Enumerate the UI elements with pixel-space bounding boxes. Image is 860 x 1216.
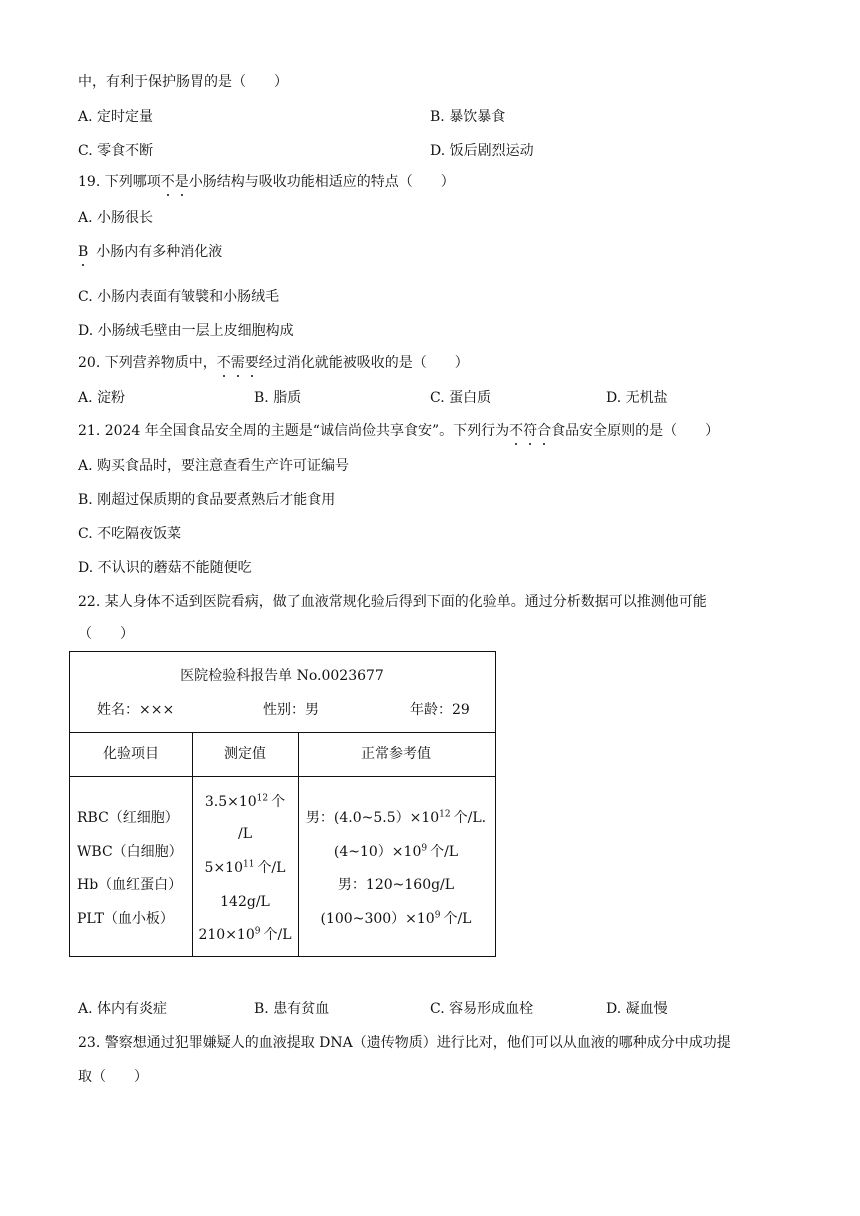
option-label: D. (78, 560, 98, 576)
option-text: 小肠内表面有皱襞和小肠绒毛 (97, 289, 280, 305)
header-reference: 正常参考值 (361, 746, 431, 762)
option-text: 体内有炎症 (97, 1001, 168, 1017)
stem-post: 食品安全原则的是（ ） (551, 423, 720, 439)
option-text: 无机盐 (625, 390, 668, 406)
q22-option-b (254, 999, 329, 1019)
q21-option-d (78, 558, 252, 578)
option-label: C. (430, 390, 450, 406)
option-label: A. (78, 1001, 98, 1017)
stem-post: 小肠结构与吸收功能相适应的特点（ ） (188, 174, 455, 190)
option-text: 患有贫血 (273, 1001, 330, 1017)
option-label: B. (254, 390, 274, 406)
option-label: A. (78, 458, 98, 474)
reference-base: (100~300）×10 (320, 911, 435, 927)
option-label: D. (606, 1001, 626, 1017)
emphasis-char: 合 (537, 423, 552, 439)
q18-option-d (430, 141, 534, 161)
emphasis-char: 不 (509, 423, 524, 439)
value-unit: 个/L (263, 927, 292, 943)
option-label: A. (78, 109, 98, 125)
q20-stem (78, 353, 469, 373)
option-text: 小肠内有多种消化液 (96, 244, 223, 260)
option-text: 零食不断 (97, 143, 154, 159)
q18-stem-tail: 中，有利于保护肠胃的是（ ） (78, 74, 288, 90)
q21-option-b (78, 490, 335, 510)
q19-stem (78, 172, 455, 192)
reference-plt (298, 909, 494, 929)
option-label: D. (78, 323, 98, 339)
item-plt: PLT（血小板） (77, 911, 174, 927)
q20-option-b (254, 388, 301, 408)
q18-option-a (78, 107, 153, 127)
reference-exponent: 9 (434, 910, 441, 921)
emphasis-char: 是 (174, 174, 189, 190)
patient-sex: 性别：男 (263, 702, 319, 718)
option-label: C. (78, 526, 98, 542)
value-rbc-unit: /L (237, 826, 252, 842)
option-text: 刚超过保质期的食品要煮熟后才能食用 (97, 492, 336, 508)
option-label: A. (78, 210, 98, 226)
value-base: 210×10 (198, 927, 255, 943)
option-label: B. (254, 1001, 274, 1017)
q23-stem-line1: 23. 警察想通过犯罪嫌疑人的血液提取 DNA（遗传物质）进行比对，他们可以从血液的哪种成分中成功提 (78, 1035, 731, 1051)
q18-option-c (78, 141, 153, 161)
emphasis-char: 不 (216, 355, 231, 371)
option-text: 不吃隔夜饭菜 (97, 526, 182, 542)
emphasis-char: 符 (523, 423, 538, 439)
value-hb: 142g/L (220, 894, 270, 910)
option-text: 暴饮暴食 (449, 109, 506, 125)
option-text: 蛋白质 (449, 390, 492, 406)
value-plt (192, 925, 298, 945)
reference-rbc (298, 808, 494, 828)
item-wbc: WBC（白细胞） (77, 844, 183, 860)
option-text: 小肠很长 (97, 210, 154, 226)
value-exponent: 11 (242, 859, 255, 870)
option-text: 小肠绒毛壁由一层上皮细胞构成 (97, 323, 294, 339)
header-value: 测定值 (224, 746, 266, 762)
reference-exponent: 9 (421, 843, 428, 854)
q19-option-c (78, 287, 279, 307)
option-text: 淀粉 (97, 390, 126, 406)
q23-stem-line2: 取（ ） (78, 1069, 148, 1085)
patient-age: 年龄：29 (410, 702, 470, 718)
item-rbc: RBC（红细胞） (77, 810, 179, 826)
option-text: 定时定量 (97, 109, 154, 125)
option-text: 购买食品时，要注意查看生产许可证编号 (97, 458, 350, 474)
emphasis-char: 需 (230, 355, 245, 371)
q20-option-c (430, 388, 491, 408)
reference-hb: 男：120~160g/L (337, 877, 455, 893)
reference-unit: 个/L (430, 844, 459, 860)
option-label: D. (430, 143, 450, 159)
q22-option-d (606, 999, 668, 1019)
q22-option-c (430, 999, 533, 1019)
table-rule (70, 732, 495, 733)
option-text: 饭后剧烈运动 (449, 143, 534, 159)
option-text: 脂质 (273, 390, 302, 406)
value-rbc (192, 792, 298, 812)
reference-exponent: 12 (439, 809, 451, 820)
header-item: 化验项目 (103, 746, 159, 762)
option-label: C. (78, 143, 98, 159)
option-label: C. (78, 289, 98, 305)
option-label: A. (78, 390, 98, 406)
emphasis-char: 不 (160, 174, 175, 190)
q19-option-b (78, 242, 222, 262)
value-wbc (192, 858, 298, 878)
lab-report-table (69, 651, 496, 957)
q20-option-a (78, 388, 125, 408)
value-unit: 个/L (257, 860, 286, 876)
stem-post: 经过消化就能被吸收的是（ ） (258, 355, 469, 371)
reference-unit: 个/L. (453, 810, 487, 826)
reference-wbc (298, 842, 494, 862)
option-label: D. (606, 390, 626, 406)
option-label: C. (430, 1001, 450, 1017)
q19-option-d (78, 321, 294, 341)
q22-stem-line1: 22. 某人身体不适到医院看病，做了血液常规化验后得到下面的化验单。通过分析数据可以推测他可能 (78, 594, 707, 610)
reference-base: 男：(4.0~5.5）×10 (305, 810, 440, 826)
option-text: 容易形成血栓 (449, 1001, 534, 1017)
q21-option-a (78, 456, 349, 476)
value-exponent: 12 (256, 793, 269, 804)
stem-pre: 21. 2024 年全国食品安全周的主题是“诚信尚俭共享食安”。下列行为 (78, 423, 510, 439)
q22-stem-line2: （ ） (78, 626, 134, 642)
value-exponent: 9 (254, 926, 261, 937)
report-title: 医院检验科报告单 No.0023677 (180, 668, 384, 684)
item-hb: Hb（血红蛋白） (77, 877, 183, 893)
q22-option-a (78, 999, 167, 1019)
emphasis-char: 要 (244, 355, 259, 371)
table-rule (70, 776, 495, 777)
value-unit: 个 (271, 794, 286, 810)
reference-unit: 个/L (443, 911, 472, 927)
table-rule (192, 732, 193, 956)
q18-option-b (430, 107, 505, 127)
option-label: B (78, 244, 89, 260)
q19-option-a (78, 208, 153, 228)
stem-pre: 20. 下列营养物质中， (78, 355, 217, 371)
q21-option-c (78, 524, 181, 544)
reference-base: (4~10）×10 (333, 844, 422, 860)
option-text: 凝血慢 (625, 1001, 668, 1017)
option-text: 不认识的蘑菇不能随便吃 (97, 560, 252, 576)
q20-option-d (606, 388, 668, 408)
patient-name: 姓名：××× (97, 702, 175, 718)
stem-pre: 19. 下列哪项 (78, 174, 161, 190)
value-base: 5×10 (204, 860, 243, 876)
option-label: B. (430, 109, 450, 125)
option-label: B. (78, 492, 98, 508)
value-base: 3.5×10 (204, 794, 257, 810)
q21-stem (78, 421, 719, 441)
